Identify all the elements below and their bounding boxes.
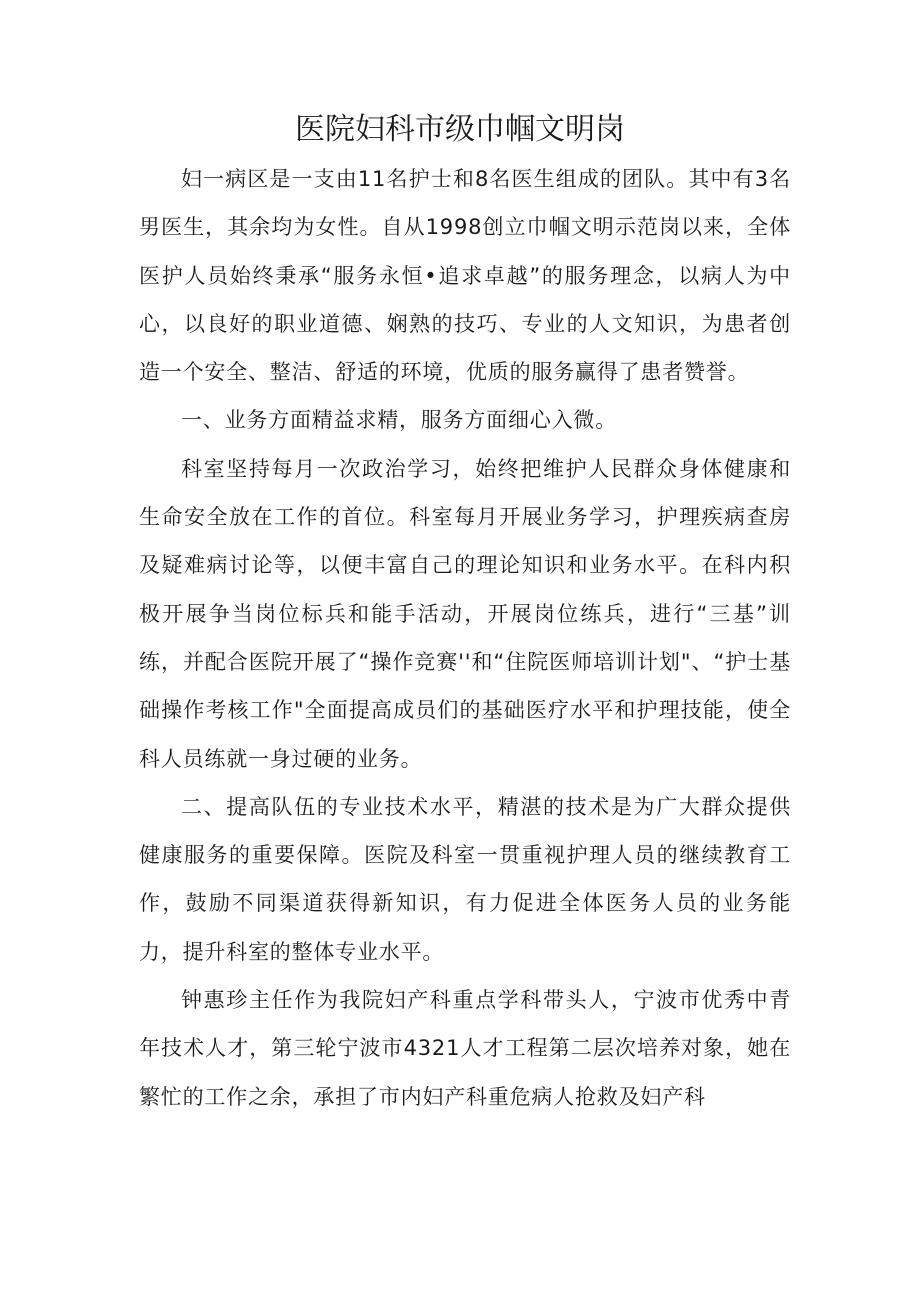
document-title: 医院妇科市级巾帼文明岗 <box>295 112 625 147</box>
paragraph-business: 科室坚持每月一次政治学习，始终把维护人民群众身体健康和生命安全放在工作的首位。科室每月开展业务学习，护理疾病查房及疑难病讨论等，以便丰富自己的理论知识和业务水平。在科内积极开展争当岗位标兵和能手活动，开展岗位练兵，进行“三基”训练，并配合医院开展了“操作竞赛''和“住院医师培训计划"、“护士基础操作考核工作"全面提高成员们的基础医疗水平和护理技能，使全科人员练就一身过硬的业务。 <box>139 456 791 771</box>
document-body <box>139 155 791 1121</box>
paragraph-intro: 妇一病区是一支由11名护士和8名医生组成的团队。其中有3名男医生，其余均为女性。自从1998创立巾帼文明示范岗以来，全体医护人员始终秉承“服务永恒•追求卓越”的服务理念，以病人为中心，以良好的职业道德、娴熟的技巧、专业的人文知识，为患者创造一个安全、整洁、舒适的环境，优质的服务赢得了患者赞誉。 <box>139 167 791 385</box>
section-heading-1: 一、业务方面精益求精，服务方面细心入微。 <box>181 408 617 433</box>
paragraph-director: 钟惠珍主任作为我院妇产科重点学科带头人，宁波市优秀中青年技术人才，第三轮宁波市4321人才工程第二层次培养对象，她在繁忙的工作之余，承担了市内妇产科重危病人抢救及妇产科 <box>139 988 791 1109</box>
section-heading-2: 二、提高队伍的专业技术水平，精湛的技术是为广大群众提供健康服务的重要保障。医院及科室一贯重视护理人员的继续教育工作，鼓励不同渠道获得新知识，有力促进全体医务人员的业务能力，提升科室的整体专业水平。 <box>139 794 791 964</box>
